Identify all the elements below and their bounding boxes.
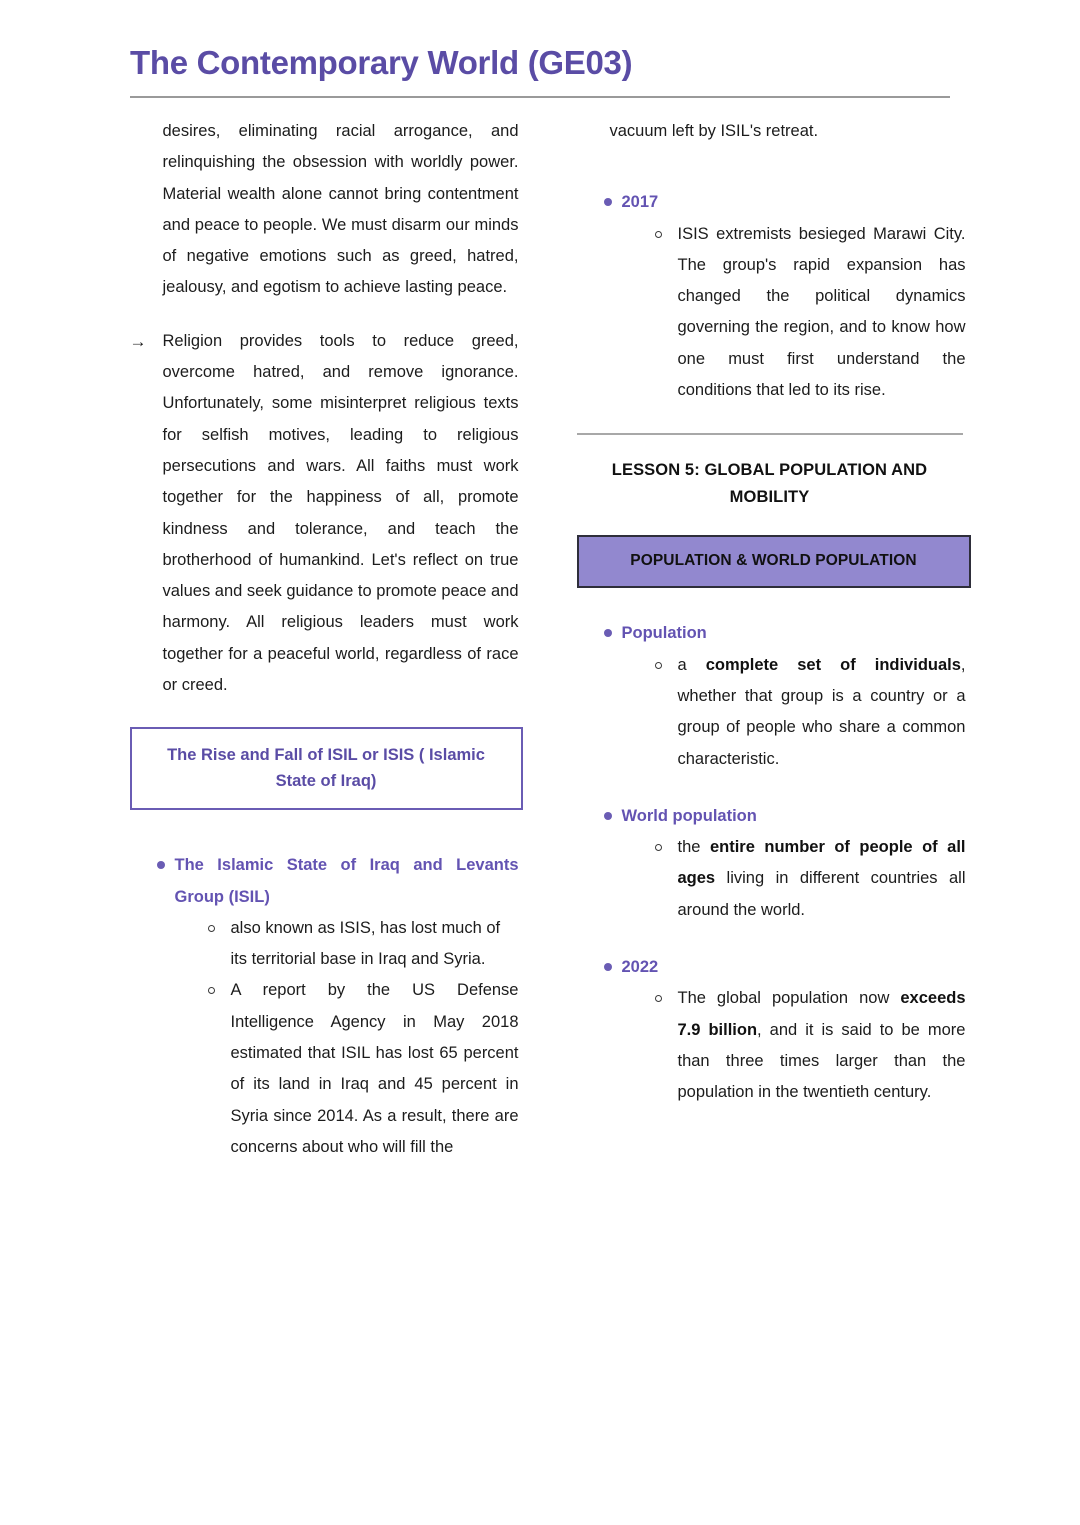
bullet-circle-icon <box>655 995 662 1002</box>
spacer <box>577 588 966 618</box>
world-population-list <box>577 801 966 926</box>
world-population-definition-prefix: the <box>677 838 710 857</box>
year-2022-label: 2022 <box>621 957 659 976</box>
year-2017-sub-list <box>622 219 966 407</box>
list-item <box>175 975 519 1163</box>
arrow-icon: → <box>129 331 147 351</box>
population-definition-bold: complete set of individuals <box>705 655 961 674</box>
population-banner <box>577 535 971 588</box>
list-item <box>577 952 966 1108</box>
paragraph-vacuum-continuation: vacuum left by ISIL's retreat. <box>609 121 819 140</box>
world-population-sub-list <box>622 832 966 926</box>
year-2017-label: 2017 <box>621 193 659 212</box>
world-population-definition-suffix: living in different countries all around the world. <box>677 869 966 919</box>
world-population-definition <box>678 832 966 926</box>
list-item <box>622 983 966 1108</box>
isil-sub-item-2: A report by the US Defense Intelligence Agency in May 2018 estimated that ISIL has lost 65 percent of its land in Iraq and 45 percent in Syria since 2014. As a result, there are concerns about who will fill the <box>230 981 519 1156</box>
bullet-disc-icon <box>604 629 612 637</box>
year-2022-sub-list <box>622 983 966 1108</box>
arrow-paragraph-religion <box>130 326 519 702</box>
spacer <box>577 169 966 187</box>
population-banner-label: POPULATION & WORLD POPULATION <box>630 552 917 570</box>
two-column-body <box>123 98 966 1163</box>
bullet-disc-icon <box>604 963 612 971</box>
list-item <box>175 913 519 976</box>
population-definition-suffix: , whether that group is a country or a group of people who share a common characteristic. <box>677 655 966 768</box>
page-title: The Contemporary World (GE03) <box>130 44 633 81</box>
list-item <box>622 650 966 775</box>
bullet-circle-icon <box>208 987 215 994</box>
page-header <box>130 0 950 98</box>
section-box-isil-label: The Rise and Fall of ISIL or ISIS ( Islamic State of Iraq) <box>167 746 485 791</box>
lesson-heading: LESSON 5: GLOBAL POPULATION AND MOBILITY <box>611 461 928 507</box>
year-2022-definition-suffix: , and it is said to be more than three times larger than the population in the twentieth century. <box>677 1020 966 1102</box>
spacer <box>577 926 966 952</box>
paragraph-desires: desires, eliminating racial arrogance, and relinquishing the obsession with worldly power. Material wealth alone cannot bring contentment and peace to people. We must disarm our minds of negative emotions such as greed, hatred, jealousy, and egotism to achieve lasting peace. <box>162 121 519 297</box>
isil-sub-item-1: also known as ISIS, has lost much of its territorial base in Iraq and Syria. <box>230 918 501 969</box>
spacer <box>130 810 519 850</box>
world-population-definition-bold: entire number of people of all ages <box>677 838 966 888</box>
section-box-isil <box>130 727 523 810</box>
population-definition-prefix: a <box>677 655 706 674</box>
isil-sub-list <box>175 913 519 1163</box>
spacer <box>577 775 966 801</box>
year-2022-list <box>577 952 966 1108</box>
year-2022-definition <box>678 983 966 1108</box>
year-2017-list <box>577 187 966 406</box>
bullet-circle-icon <box>655 231 662 238</box>
right-column <box>577 116 966 1163</box>
list-item <box>622 832 966 926</box>
paragraph-religion: Religion provides tools to reduce greed, overcome hatred, and remove ignorance. Unfortunately, some misinterpret religious texts for selfish motives, leading to religious persecutions and wars. All faiths must work together for the happiness of all, promote kindness and tolerance, and teach the brotherhood of humankind. Let's reflect on true values and seek guidance to promote peace and harmony. All religious leaders must work together for a peaceful world, regardless of race or creed. <box>162 331 519 694</box>
list-item <box>622 219 966 407</box>
year-2017-sub-item-1: ISIS extremists besieged Marawi City. The group's rapid expansion has changed the political dynamics governing the region, and to know how one must first understand the conditions that led to its rise. <box>677 224 966 400</box>
list-item <box>130 850 519 1163</box>
bullet-disc-icon <box>157 861 165 869</box>
bullet-disc-icon <box>604 812 612 820</box>
population-sub-list <box>622 650 966 775</box>
left-column <box>130 116 519 1163</box>
world-population-label: World population <box>621 806 757 825</box>
population-list <box>577 618 966 774</box>
list-item <box>577 801 966 926</box>
lesson-divider <box>577 433 963 435</box>
list-item <box>577 187 966 406</box>
population-label: Population <box>621 624 707 643</box>
population-definition <box>678 650 966 775</box>
year-2022-definition-prefix: The global population now <box>677 989 901 1008</box>
bullet-circle-icon <box>655 844 662 851</box>
year-2022-definition-bold: exceeds 7.9 billion <box>677 989 966 1039</box>
bullet-circle-icon <box>208 925 215 932</box>
bullet-circle-icon <box>655 662 662 669</box>
isil-group-label: The Islamic State of Iraq and Levants Group (ISIL) <box>174 856 519 906</box>
isil-bullet-list <box>130 850 519 1163</box>
bullet-disc-icon <box>604 198 612 206</box>
list-item <box>577 618 966 774</box>
